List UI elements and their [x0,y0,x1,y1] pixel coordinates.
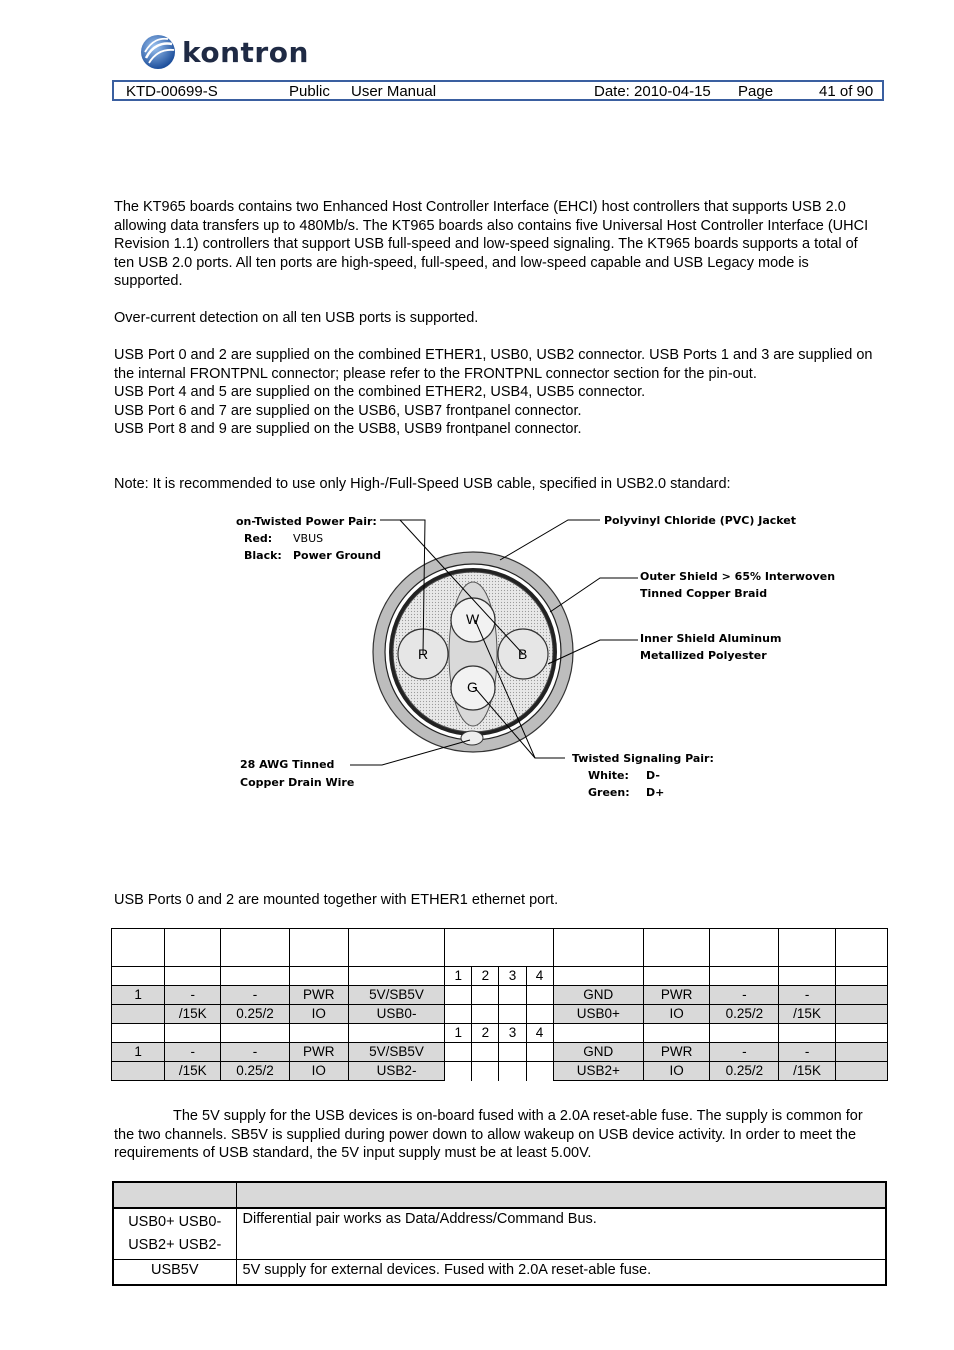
table-cell: - [710,1043,779,1062]
table-row [112,967,888,986]
rj-pin: 2 [472,967,499,986]
table-cell [835,1043,887,1062]
table-cell: /15K [165,1062,221,1081]
table-cell: 1 [112,986,165,1005]
table-row [112,1043,888,1062]
table-cell: - [779,986,835,1005]
signal-cell [113,1208,236,1260]
table-cell: 0.25/2 [221,1005,289,1024]
ports-line: USB Port 8 and 9 are supplied on the USB8, USB9 frontpanel connector. [114,421,582,438]
page-number: 41 of 90 [819,83,874,100]
table-cell: IO [289,1062,348,1081]
table-cell: 5V/SB5V [348,1043,444,1062]
usb-pinout-table [111,928,888,1081]
ports-line: USB Port 6 and 7 are supplied on the USB6, USB7 frontpanel connector. [114,402,582,419]
ports-line: USB Port 4 and 5 are supplied on the combined ETHER2, USB4, USB5 connector. [114,384,646,401]
page-label: Page [738,83,774,100]
table-row [112,1024,888,1043]
rj-pin: 3 [499,967,526,986]
usb-cable-cross-section-figure [230,508,840,808]
table-cell: 0.25/2 [710,1062,779,1081]
table-row [112,1062,888,1081]
mount-note [114,891,879,910]
red-value: VBUS [293,532,324,545]
rj-pin: 1 [445,967,472,986]
signal-name: USB0+ USB0- [128,1214,222,1230]
table-cell: - [779,1043,835,1062]
table-cell: /15K [165,1005,221,1024]
green-label: Green: [588,786,630,799]
table-header-row [113,1182,886,1208]
table-cell: 5V/SB5V [348,986,444,1005]
table-cell: 0.25/2 [710,1005,779,1024]
table-header-row [112,929,888,967]
red-label: Red: [244,532,273,545]
overcurrent-text: Over-current detection on all ten USB ports is supported. [114,310,479,326]
doc-date: Date: 2010-04-15 [594,83,711,100]
outer-shield-label: Outer Shield > 65% Interwoven [640,570,836,583]
rj-pin: 3 [499,1024,526,1043]
table-cell: IO [289,1005,348,1024]
fuse-text: The 5V supply for the USB devices is on-board fused with a 2.0A reset-able fuse. The supply is common for the two channels. SB5V is supplied during power down to allow wakeup on USB device activity. In order to meet the requirements of USB standard, the 5V input supply must be at least 5.00V. [114,1108,863,1162]
ports-paragraph [114,346,879,439]
black-label: Black: [244,549,282,562]
document-header [112,80,884,101]
signal-name: USB2+ USB2- [128,1237,222,1253]
fuse-paragraph [114,1107,879,1163]
white-label: White: [588,769,629,782]
table-cell [835,986,887,1005]
table-cell: 1 [112,1043,165,1062]
table-cell: PWR [643,986,709,1005]
table-cell [835,1062,887,1081]
black-value: Power Ground [293,549,382,562]
table-cell: GND [553,986,643,1005]
wire-r-label: R [418,646,429,662]
table-cell: - [165,986,221,1005]
table-cell: - [710,986,779,1005]
overcurrent-paragraph [114,309,879,328]
outer-shield-label-2: Tinned Copper Braid [640,587,768,600]
table-cell [112,1062,165,1081]
kontron-globe-icon [140,34,176,70]
table-cell: PWR [643,1043,709,1062]
intro-paragraph [114,198,879,291]
cable-note-text: Note: It is recommended to use only High-/Full-Speed USB cable, specified in USB2.0 standard: [114,476,731,492]
white-value: D- [646,769,660,782]
table-cell [112,1005,165,1024]
doc-classification: Public [289,83,330,100]
table-cell: - [165,1043,221,1062]
rj-pin: 1 [445,1024,472,1043]
signal-description-table [112,1181,887,1286]
ports-line: USB Port 0 and 2 are supplied on the combined ETHER1, USB0, USB2 connector. USB Ports 1 and 3 are supplied on the internal FRONTPNL connector; please refer to the FRONTPNL connector section for the pin-out. [114,347,873,382]
table-row [112,1005,888,1024]
table-cell: USB0+ [553,1005,643,1024]
twisted-signal-label: Twisted Signaling Pair: [572,752,714,765]
inner-shield-label-2: Metallized Polyester [640,649,767,662]
table-cell: /15K [779,1005,835,1024]
rj-pin: 4 [526,967,553,986]
wire-w-label: W [466,611,480,627]
table-cell: 0.25/2 [221,1062,289,1081]
signal-description: Differential pair works as Data/Address/Command Bus. [236,1208,886,1260]
signal-name: USB5V [113,1260,236,1286]
table-cell: PWR [289,986,348,1005]
doc-type: User Manual [351,83,437,100]
wire-g-label: G [467,679,478,695]
table-cell: - [221,1043,289,1062]
doc-id: KTD-00699-S [126,83,218,100]
table-cell [835,1005,887,1024]
rj-pin: 2 [472,1024,499,1043]
cable-note [114,475,879,494]
table-cell: GND [553,1043,643,1062]
drain-wire-label: 28 AWG Tinned [240,758,335,771]
kontron-logo [140,32,309,72]
table-row [112,986,888,1005]
table-row [113,1208,886,1260]
power-pair-label: on-Twisted Power Pair: [236,515,377,528]
table-row [113,1260,886,1286]
table-cell: USB2+ [553,1062,643,1081]
table-cell: /15K [779,1062,835,1081]
table-cell: USB0- [348,1005,444,1024]
logo-wordmark: kontron [182,35,309,69]
green-value: D+ [646,786,665,799]
table-cell: - [221,986,289,1005]
drain-wire [461,731,483,745]
table-cell: PWR [289,1043,348,1062]
drain-wire-label-2: Copper Drain Wire [240,776,355,789]
table-cell: IO [643,1062,709,1081]
inner-shield-label: Inner Shield Aluminum [640,632,782,645]
table-cell: USB2- [348,1062,444,1081]
signal-description: 5V supply for external devices. Fused with 2.0A reset-able fuse. [236,1260,886,1286]
wire-b-label: B [518,646,528,662]
intro-text: The KT965 boards contains two Enhanced Host Controller Interface (EHCI) host controllers that supports USB 2.0 allowing data transfers up to 480Mb/s. The KT965 boards also contains five Universal Host Controller Interface (UHCI Revision 1.1) controllers that support USB full-speed and low-speed signaling. The KT965 boards supports a total of ten USB 2.0 ports. All ten ports are high-speed, full-speed, and low-speed capable and USB Legacy mode is supported. [114,199,869,290]
mount-note-text: USB Ports 0 and 2 are mounted together with ETHER1 ethernet port. [114,892,559,908]
rj-pin: 4 [526,1024,553,1043]
table-cell: IO [643,1005,709,1024]
pvc-jacket-label: Polyvinyl Chloride (PVC) Jacket [604,514,797,527]
